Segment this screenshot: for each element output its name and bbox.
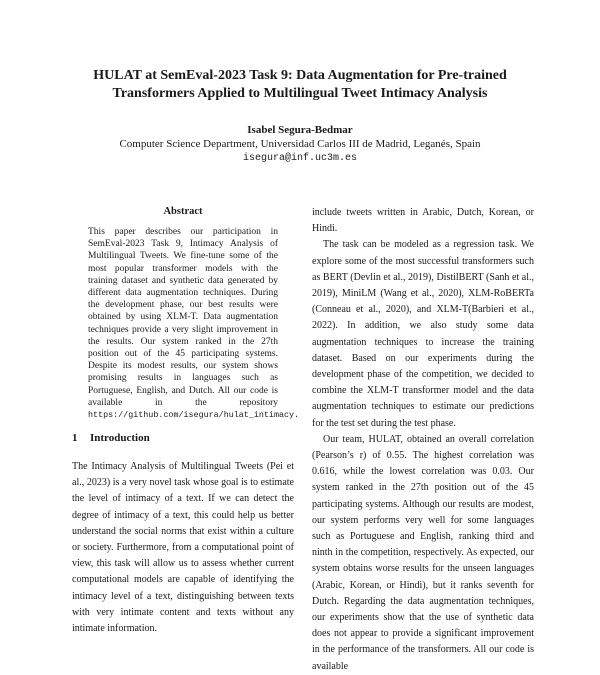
- author-name: Isabel Segura-Bedmar: [247, 124, 353, 136]
- section-number: 1: [72, 432, 78, 444]
- right-paragraph-2: The task can be modeled as a regression task. We explore some of the most successful transformers such as BERT (Devlin et al., 2019), DistilBERT (Sanh et al., 2019), MiniLM (Wang et al., 2020), XLM-RoBERTa (Conneau et al., 2020), and XLM-T(Barbieri et al., 2022). In addition, we also study some data augmentation techniques to increase the training dataset. Based on our experiments during the development phase of the competition, we decided to combine the XLM-T transformer model and the data augmentation techniques to estimate our predictions for the test set during the test phase.: [312, 239, 534, 429]
- right-paragraph-continued: include tweets written in Arabic, Dutch, Korean, or Hindi.: [312, 207, 534, 235]
- paper-title: [40, 67, 560, 103]
- author-email[interactable]: isegura@inf.uc3m.es: [242, 153, 358, 164]
- introduction-paragraph-1: The Intimacy Analysis of Multilingual Tweets (Pei et al., 2023) is a very novel task whose goal is to estimate the level of intimacy of a text. If we can detect the degree of intimacy of a text, this could help us better understand the social norms that exist within a culture or society. Furthermore, from a computational point of view, this task will allow us to assess whether current computational models are capable of identifying the intimacy level of a text, distinguishing between texts with very intimate content and texts without any intimate information.: [72, 461, 294, 635]
- section-title: Introduction: [90, 432, 150, 444]
- author-affiliation: Computer Science Department, Universidad Carlos III de Madrid, Leganés, Spain: [119, 138, 481, 150]
- paper-title-line-2: Transformers Applied to Multilingual Tweet Intimacy Analysis: [112, 86, 488, 101]
- right-paragraph-3: Our team, HULAT, obtained an overall correlation (Pearson’s r) of 0.55. The highest correlation was 0.616, while the lowest correlation was 0.03. Our system ranked in the 27th position out of the 45 participating systems. Although our results are modest, our system performs very well for some languages such as Portuguese and English, ranking third and ninth in the competition, respectively. As expected, our system obtains worse results for the unseen languages (Arabic, Korean, or Hindi), but it ranks seventh for Dutch. Regarding the data augmentation techniques, our experiments show that the use of synthetic data does not appear to provide a significant improvement in the performance of the transformers. All our code is available: [312, 433, 534, 672]
- right-column: [312, 205, 534, 675]
- abstract-text: This paper describes our participation in SemEval-2023 Task 9, Intimacy Analysis of Multilingual Tweets. We fine-tune some of the most popular transformer models with the training dataset and synthetic data generated by different data augmentation techniques. During the development phase, our best results were obtained by using XLM-T. Data augmentation techniques provide a very slight improvement in the results. Our system ranked in the 27th position out of the 45 participating systems. Despite its modest results, our system shows promising results in languages such as Portuguese, English, and Dutch. All our code is available in the repository: [88, 227, 278, 408]
- abstract-heading: Abstract: [163, 206, 203, 217]
- paper-title-line-1: HULAT at SemEval-2023 Task 9: Data Augmentation for Pre-trained: [93, 68, 507, 83]
- section-heading-introduction: [72, 432, 292, 444]
- abstract-body: [88, 226, 300, 421]
- repository-link[interactable]: https://github.com/isegura/hulat_intimacy.: [88, 410, 300, 421]
